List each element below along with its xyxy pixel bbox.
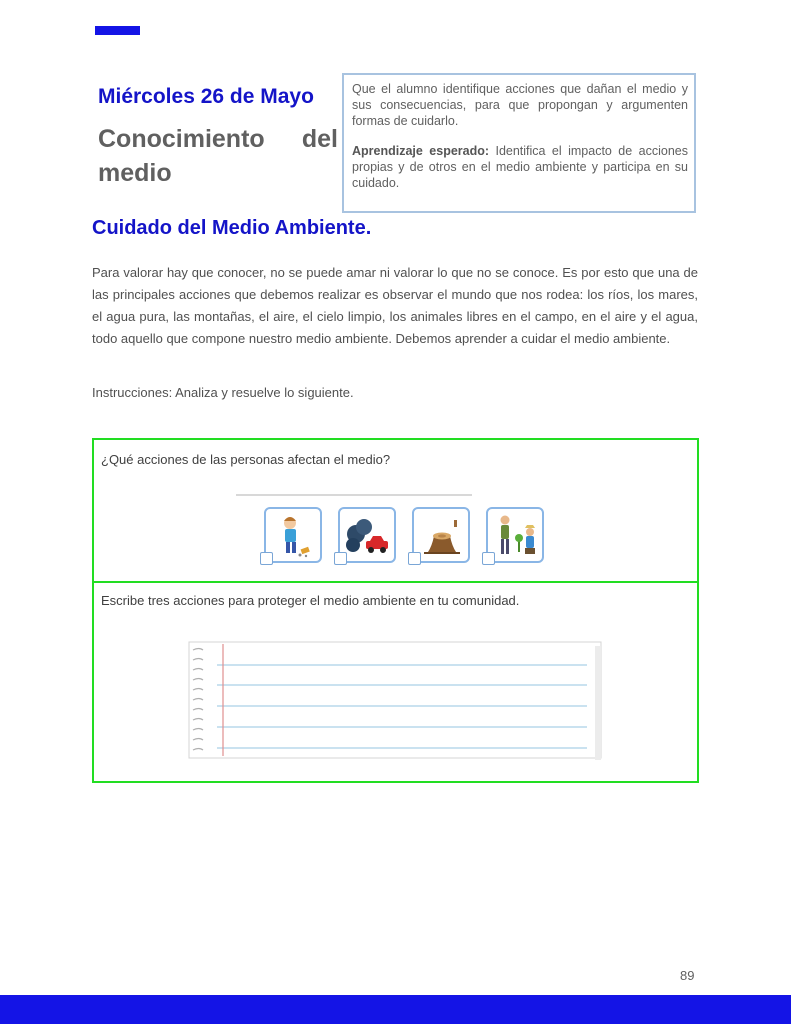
question-2: Escribe tres acciones para proteger el medio ambiente en tu comunidad. (101, 593, 520, 608)
child-littering-icon (270, 512, 318, 560)
people-planting-icon (492, 512, 540, 560)
expected-learning-label: Aprendizaje esperado: (352, 144, 490, 158)
picture-options (236, 497, 474, 567)
question-1: ¿Qué acciones de las personas afectan el medio? (101, 452, 391, 467)
activity-box (92, 438, 699, 783)
activity-divider (94, 581, 697, 583)
strip-divider (236, 494, 472, 496)
instructions-text: Instrucciones: Analiza y resuelve lo siguiente. (92, 385, 354, 400)
objective-purpose: Que el alumno identifique acciones que dañan el medio y sus consecuencias, para que propongan y argumenten formas de cuidarlo. (352, 82, 688, 128)
top-accent-bar (95, 26, 140, 35)
bottom-accent-bar (0, 995, 791, 1024)
picture-option-planting[interactable] (486, 507, 544, 563)
checkbox-planting[interactable] (482, 552, 495, 565)
notebook-writing-area[interactable] (187, 640, 603, 760)
tree-stump-icon (418, 512, 466, 560)
notebook-paper-icon (187, 640, 603, 760)
expected-learning-text: Identifica el impacto de acciones propias y de otros en el medio ambiente y participa en su cuidado. (352, 144, 688, 190)
date-heading: Miércoles 26 de Mayo (98, 85, 314, 108)
intro-paragraph: Para valorar hay que conocer, no se puede amar ni valorar lo que no se conoce. Es por esto que una de las principales acciones que debemos realizar es observar el mundo que nos rodea: los ríos, los mares, el agua pura, las montañas, el aire, el cielo limpio, los animales libres en el campo, en el aire y el agua, todo aquello que compone nuestro medio ambiente. Debemos aprender a cuidar el medio ambiente. (92, 265, 698, 346)
subject-heading: Conocimiento del medio (98, 125, 338, 187)
checkbox-tree-stump[interactable] (408, 552, 421, 565)
picture-option-littering[interactable] (264, 507, 322, 563)
checkbox-littering[interactable] (260, 552, 273, 565)
page-number: 89 (680, 968, 695, 983)
picture-option-tree-stump[interactable] (412, 507, 470, 563)
expected-learning (352, 143, 688, 191)
checkbox-car-smoke[interactable] (334, 552, 347, 565)
objective-box (342, 73, 696, 213)
section-title: Cuidado del Medio Ambiente. (92, 217, 372, 239)
picture-option-car-smoke[interactable] (338, 507, 396, 563)
car-smoke-icon (344, 512, 392, 560)
